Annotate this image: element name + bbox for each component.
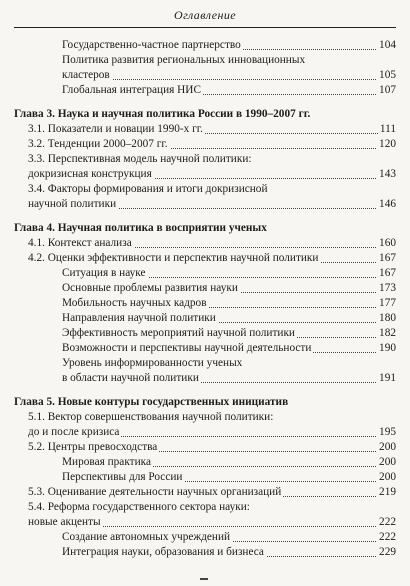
toc-entry-title: Мировая практика [62, 456, 151, 468]
toc-entry [0, 122, 410, 137]
toc-entry [0, 281, 410, 296]
toc-entry-title: 5.4. Реформа государственного сектора науки: [28, 501, 250, 513]
toc-entry [0, 68, 410, 83]
toc-entry-title: в области научной политики [62, 372, 199, 384]
toc-entry-title: Интеграция науки, образования и бизнеса [62, 546, 264, 558]
toc-entry-title: Глава 5. Новые контуры государственных инициатив [14, 396, 289, 408]
toc-page-number: 111 [379, 123, 396, 135]
toc-entry-title: 5.1. Вектор совершенствования научной политики: [28, 411, 274, 423]
toc-entry [0, 152, 410, 167]
toc-entry-title: 3.1. Показатели и новации 1990-х гг. [28, 123, 203, 135]
toc-entry-title: Мобильность научных кадров [62, 297, 207, 309]
toc-entry-title: кластеров [62, 69, 110, 81]
toc-entry-title: 4.1. Контекст анализа [28, 237, 132, 249]
toc-chapter-heading [0, 221, 410, 236]
toc-entry [0, 470, 410, 485]
running-header [14, 8, 396, 28]
toc-chapter-heading [0, 107, 410, 122]
toc-page-number: 107 [379, 84, 396, 96]
section-gap [0, 98, 410, 107]
toc-page-number: 160 [379, 237, 396, 249]
toc-page-number: 200 [379, 441, 396, 453]
toc-entry-title: Политика развития региональных инновационных [62, 54, 306, 66]
toc-entry [0, 197, 410, 212]
toc-chapter-heading [0, 395, 410, 410]
toc-entry [0, 38, 410, 53]
toc-entry-title: 5.2. Центры превосходства [28, 441, 158, 453]
toc-entry [0, 236, 410, 251]
toc-entry-title: 3.3. Перспективная модель научной политики: [28, 153, 252, 165]
toc-page-number: 167 [379, 267, 396, 279]
toc-entry-title: Направления научной политики [62, 312, 216, 324]
toc-entry [0, 425, 410, 440]
toc-entry [0, 326, 410, 341]
toc-entry [0, 440, 410, 455]
toc-page-number: 120 [379, 138, 396, 150]
toc-entry-title: Государственно-частное партнерство [62, 39, 241, 51]
toc-entry [0, 167, 410, 182]
toc-page-number: 177 [379, 297, 396, 309]
toc-entry [0, 515, 410, 530]
toc-page-number: 173 [379, 282, 396, 294]
toc-entry [0, 356, 410, 371]
toc-page-number: 143 [379, 168, 396, 180]
toc-entry [0, 545, 410, 560]
toc-page-number: 200 [379, 456, 396, 468]
toc-entry-title: новые акценты [28, 516, 101, 528]
header-title: Оглавление [174, 8, 236, 22]
toc-page-number: 200 [379, 471, 396, 483]
toc-entry [0, 296, 410, 311]
toc-entry-title: Глобальная интеграция НИС [62, 84, 201, 96]
toc-entry-title: Перспективы для России [62, 471, 183, 483]
toc-page-number: 182 [379, 327, 396, 339]
toc-entry [0, 341, 410, 356]
page-number-fragment [200, 578, 208, 580]
toc-entry-title: Уровень информированности ученых [62, 357, 243, 369]
toc-entry [0, 410, 410, 425]
toc-entry [0, 455, 410, 470]
section-gap [0, 386, 410, 395]
toc-entry-title: 5.3. Оценивание деятельности научных организаций [28, 486, 282, 498]
toc-page-number: 222 [379, 516, 396, 528]
toc-entry [0, 371, 410, 386]
toc-page-number: 105 [379, 69, 396, 81]
toc-page-number: 219 [379, 486, 396, 498]
table-of-contents [0, 38, 410, 560]
toc-entry-title: докризисная конструкция [28, 168, 152, 180]
toc-page-number: 195 [379, 426, 396, 438]
toc-page-number: 190 [379, 342, 396, 354]
toc-entry [0, 485, 410, 500]
toc-entry-title: Возможности и перспективы научной деятельности [62, 342, 312, 354]
toc-page-number: 146 [379, 198, 396, 210]
toc-page-number: 104 [379, 39, 396, 51]
toc-entry-title: Глава 3. Наука и научная политика России в 1990–2007 гг. [14, 108, 311, 120]
toc-entry-title: научной политики [28, 198, 117, 210]
section-gap [0, 212, 410, 221]
toc-entry [0, 137, 410, 152]
toc-entry-title: 4.2. Оценки эффективности и перспектив научной политики [28, 252, 319, 264]
toc-entry [0, 500, 410, 515]
toc-page-number: 222 [379, 531, 396, 543]
toc-entry [0, 266, 410, 281]
dot-leader [62, 79, 394, 80]
toc-entry [0, 530, 410, 545]
toc-entry [0, 83, 410, 98]
toc-page-number: 180 [379, 312, 396, 324]
toc-entry-title: до и после кризиса [28, 426, 120, 438]
toc-entry-title: Глава 4. Научная политика в восприятии ученых [14, 222, 267, 234]
toc-entry [0, 53, 410, 68]
toc-entry-title: Создание автономных учреждений [62, 531, 231, 543]
toc-entry-title: Основные проблемы развития науки [62, 282, 238, 294]
toc-entry [0, 251, 410, 266]
toc-entry [0, 311, 410, 326]
toc-page-number: 191 [379, 372, 396, 384]
toc-entry-title: Эффективность мероприятий научной политики [62, 327, 295, 339]
toc-entry-title: 3.2. Тенденции 2000–2007 гг. [28, 138, 168, 150]
toc-page-number: 167 [379, 252, 396, 264]
toc-entry-title: 3.4. Факторы формирования и итоги докризисной [28, 183, 268, 195]
toc-entry [0, 182, 410, 197]
toc-entry-title: Ситуация в науке [62, 267, 146, 279]
toc-page-number: 229 [379, 546, 396, 558]
